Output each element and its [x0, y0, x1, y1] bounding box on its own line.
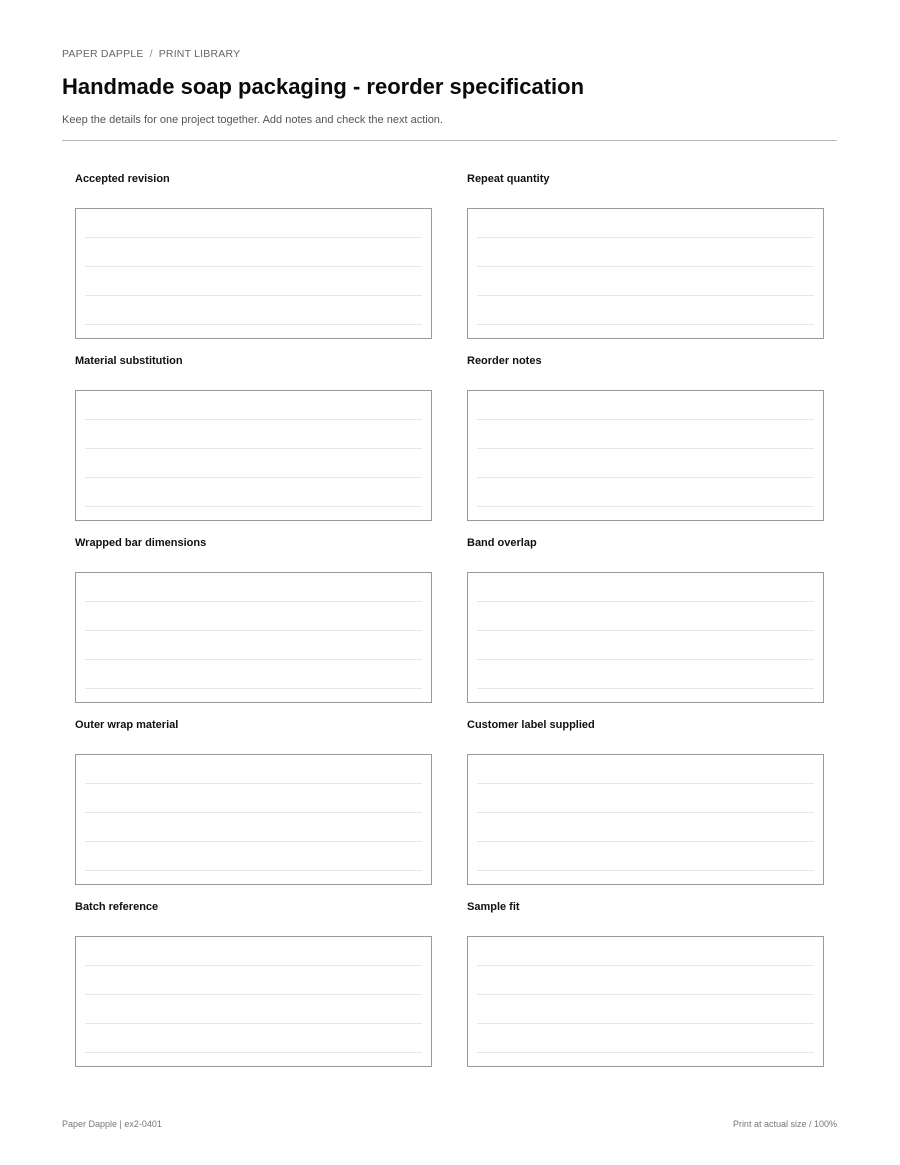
- field-label-band-overlap: Band overlap: [467, 537, 537, 549]
- footer-document-id: Paper Dapple | ex2-0401: [62, 1119, 162, 1129]
- writing-line: [477, 630, 814, 631]
- writing-line: [85, 506, 422, 507]
- field-box-outer-wrap-material[interactable]: [75, 754, 432, 885]
- field-label-material-substitution: Material substitution: [75, 355, 183, 367]
- writing-line: [477, 659, 814, 660]
- field-label-outer-wrap-material: Outer wrap material: [75, 719, 179, 731]
- writing-line: [85, 266, 422, 267]
- writing-line: [85, 237, 422, 238]
- writing-line: [477, 237, 814, 238]
- writing-line: [85, 841, 422, 842]
- field-box-wrapped-bar-dimensions[interactable]: [75, 572, 432, 703]
- field-label-customer-label-supplied: Customer label supplied: [467, 719, 595, 731]
- footer-print-instruction: Print at actual size / 100%: [732, 1119, 837, 1129]
- writing-line: [477, 266, 814, 267]
- page-title: Handmade soap packaging - reorder specification: [62, 74, 585, 99]
- page-subtitle: Keep the details for one project together. Add notes and check the next action.: [62, 114, 443, 126]
- field-label-accepted-revision: Accepted revision: [75, 173, 170, 185]
- writing-line: [477, 419, 814, 420]
- field-label-wrapped-bar-dimensions: Wrapped bar dimensions: [75, 537, 207, 549]
- writing-line: [85, 659, 422, 660]
- writing-line: [477, 1052, 814, 1053]
- field-box-reorder-notes[interactable]: [467, 390, 824, 521]
- field-box-material-substitution[interactable]: [75, 390, 432, 521]
- writing-line: [477, 295, 814, 296]
- writing-line: [477, 477, 814, 478]
- field-box-repeat-quantity[interactable]: [467, 208, 824, 339]
- field-box-accepted-revision[interactable]: [75, 208, 432, 339]
- breadcrumb-separator: /: [149, 48, 153, 60]
- writing-line: [85, 812, 422, 813]
- writing-line: [85, 1052, 422, 1053]
- field-label-batch-reference: Batch reference: [75, 901, 159, 913]
- writing-line: [477, 783, 814, 784]
- writing-line: [477, 841, 814, 842]
- field-label-sample-fit: Sample fit: [467, 901, 520, 913]
- writing-line: [85, 870, 422, 871]
- writing-line: [85, 601, 422, 602]
- breadcrumb: [62, 48, 240, 60]
- field-box-band-overlap[interactable]: [467, 572, 824, 703]
- field-box-batch-reference[interactable]: [75, 936, 432, 1067]
- writing-line: [85, 688, 422, 689]
- writing-line: [477, 994, 814, 995]
- writing-line: [85, 419, 422, 420]
- breadcrumb-section: PRINT LIBRARY: [158, 48, 241, 60]
- writing-line: [477, 1023, 814, 1024]
- writing-line: [85, 1023, 422, 1024]
- field-box-sample-fit[interactable]: [467, 936, 824, 1067]
- writing-line: [85, 630, 422, 631]
- field-box-customer-label-supplied[interactable]: [467, 754, 824, 885]
- writing-line: [477, 506, 814, 507]
- writing-line: [477, 965, 814, 966]
- writing-line: [477, 812, 814, 813]
- writing-line: [85, 783, 422, 784]
- breadcrumb-brand: PAPER DAPPLE: [62, 48, 144, 60]
- writing-line: [477, 688, 814, 689]
- field-label-repeat-quantity: Repeat quantity: [467, 173, 550, 185]
- writing-line: [477, 448, 814, 449]
- writing-line: [85, 994, 422, 995]
- writing-line: [85, 295, 422, 296]
- writing-line: [85, 965, 422, 966]
- header-divider: [62, 140, 837, 141]
- writing-line: [477, 324, 814, 325]
- writing-line: [85, 448, 422, 449]
- field-label-reorder-notes: Reorder notes: [467, 355, 542, 367]
- writing-line: [477, 601, 814, 602]
- writing-line: [85, 324, 422, 325]
- writing-line: [477, 870, 814, 871]
- writing-line: [85, 477, 422, 478]
